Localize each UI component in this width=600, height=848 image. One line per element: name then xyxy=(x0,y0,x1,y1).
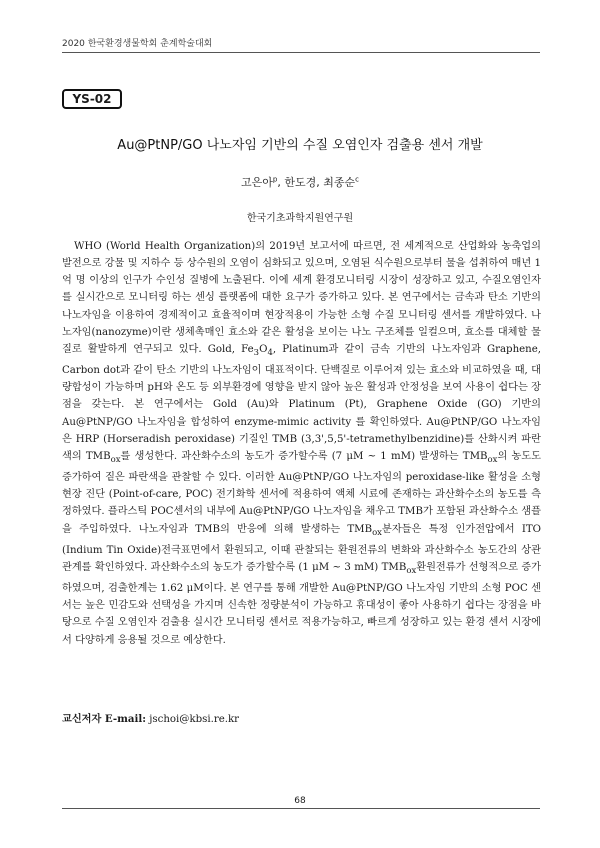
abstract-text: 분자들은 특정 인가전압에서 ITO (Indium Tin Oxide)전극표면에서 환원되고, 이때 관찰되는 환원전류의 변화와 과산화수소 농도간의 상관관계를 확인하였다. 과산화수소의 농도가 증가할수록 (1 μM ~ 3 mM) TMB xyxy=(62,523,541,573)
subscript: ox xyxy=(406,565,417,576)
running-header: 2020 한국환경생물학회 춘계학술대회 xyxy=(62,39,213,49)
corresponding-author xyxy=(62,710,239,725)
email-link[interactable]: jschoi@kbsi.re.kr xyxy=(145,714,240,725)
abstract-text: 환원전류가 선형적으로 증가하였으며, 검출한계는 1.62 μM이다. 본 연구를 통해 개발한 Au@PtNP/GO 나노자임 기반의 소형 POC 센서는 높은 민감도와 선택성을 가지며 신속한 정량분석이 가능하고 휴대성이 좋아 사용하기 쉽다는 장점을 바탕으로 수질 오염인자 검출용 실시간 모니터링 센서로 적용가능하고, 빠르게 성장하고 있는 환경 센서 시장에서 다양하게 응용될 것으로 예상한다. xyxy=(62,561,541,646)
author-separator: , xyxy=(277,176,285,189)
abstract-text: O xyxy=(259,343,268,355)
abstract-text: WHO (World Health Organization)의 2019년 보고서에 따르면, 전 세계적으로 산업화와 농축업의 발전으로 강물 및 지하수 등 상수원의 오염이 심화되고 있으며, 오염된 식수원으로부터 물을 섭취하여 매년 1억 명 이상의 인구가 수인성 질병에 노출된다. 이에 세계 환경모니터링 시장이 성장하고 있고, 수질오염인자를 실시간으로 모니터링 하는 센싱 플랫폼에 대한 요구가 증가하고 있다. 본 연구에서는 금속과 탄소 기반의 나노자임을 이용하여 경제적이고 효율적이며 현장적용이 가능한 소형 수질 모니터링 센서를 개발하였다. 나노자임(nanozyme)이란 생체촉매인 효소와 같은 활성을 보이는 나노 구조체를 일컬으며, 효소를 대체할 물질로 활발하게 연구되고 있다. Gold, Fe xyxy=(62,241,541,355)
footer-divider xyxy=(62,808,540,809)
page-number: 68 xyxy=(294,796,306,806)
subscript: ox xyxy=(487,454,498,465)
author-mark: p xyxy=(272,175,278,184)
affiliation: 한국기초과학지원연구원 xyxy=(246,213,354,224)
session-badge: YS-02 xyxy=(62,89,122,109)
author-list xyxy=(60,174,540,190)
abstract-text: 를 생성한다. 과산화수소의 농도가 증가할수록 (7 μM ~ 1 mM) 발생하는 TMB xyxy=(120,450,488,462)
header-divider xyxy=(62,52,540,53)
author-name: 최종순 xyxy=(323,176,356,189)
abstract-text: 의 농도도 증가하여 짙은 파란색을 관찰할 수 있다. 이러한 Au@PtNP/GO 나노자임의 peroxidase-like 활성을 소형 현장 진단 (Point-of-care, POC) 전기화학 센서에 적용하여 액체 시료에 존재하는 과산화수소의 농도를 측정하였다. 플라스틱 POC센서의 내부에 Au@PtNP/GO 나노자임을 채우고 TMB가 포함된 과산화수소 샘플을 주입하였다. 나노자임과 TMB의 반응에 의해 발생하는 TMB xyxy=(62,450,541,535)
author-mark: c xyxy=(355,175,359,184)
subscript: ox xyxy=(372,527,382,538)
subscript: 3 xyxy=(253,347,260,358)
subscript: ox xyxy=(110,454,121,465)
subscript: 4 xyxy=(267,347,273,358)
author-name: 고은아 xyxy=(241,176,273,189)
author-name: 한도경 xyxy=(284,176,317,189)
abstract-body xyxy=(62,238,541,649)
paper-title: Au@PtNP/GO 나노자임 기반의 수질 오염인자 검출용 센서 개발 xyxy=(117,138,483,153)
abstract-text: , Platinum과 같이 금속 기반의 나노자임과 Graphene, Carbon dot과 같이 탄소 기반의 나노자임이 대표적이다. 단백질로 이루어져 있는 효소와 비교하였을 때, 대량합성이 가능하며 pH와 온도 등 외부환경에 영향을 받지 않아 높은 활성과 안정성을 보여 사용이 쉽다는 장점을 갖는다. 본 연구에서는 Gold (Au)와 Platinum (Pt), Graphene Oxide (GO) 기반의 Au@PtNP/GO 나노자임을 합성하여 enzyme-mimic activity 를 확인하였다. Au@PtNP/GO 나노자임은 HRP (Horseradish peroxidase) 기질인 TMB (3,3',5,5'-tetramethylbenzidine)를 산화시켜 파란색의 TMB xyxy=(62,343,541,462)
contact-label: 교신저자 E-mail: xyxy=(62,713,146,725)
author-separator: , xyxy=(316,176,324,189)
